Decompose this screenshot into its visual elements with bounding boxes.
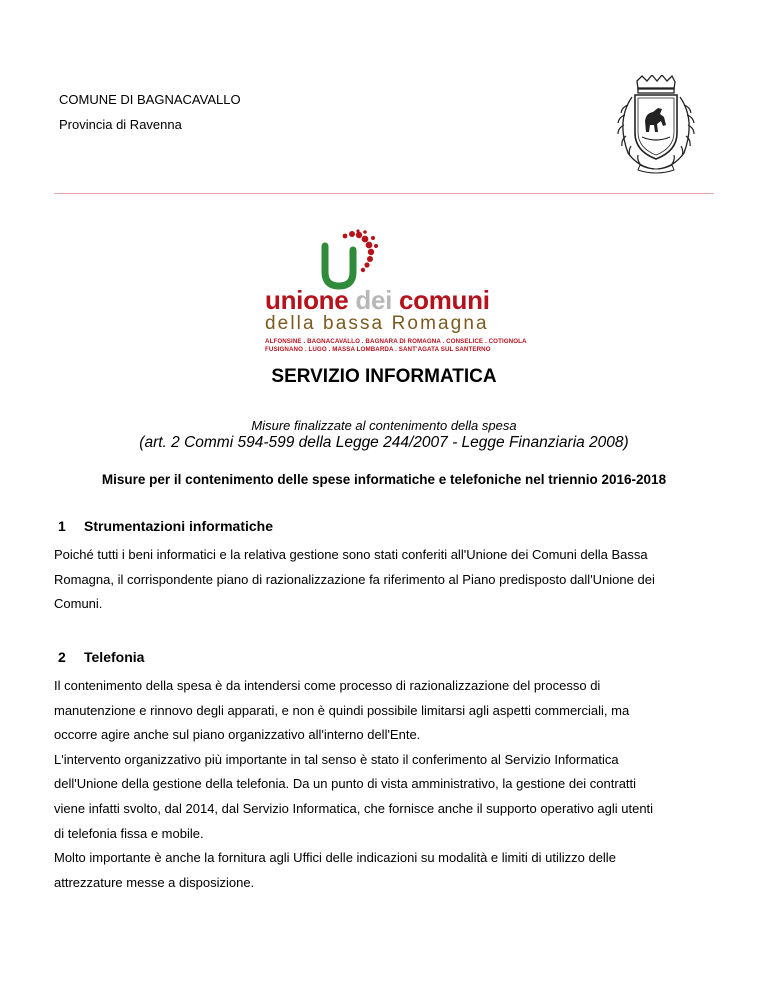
section-body bbox=[54, 674, 719, 895]
logo-wordmark bbox=[265, 285, 490, 315]
subtitle-legge: (art. 2 Commi 594-599 della Legge 244/2007 - Legge Finanziaria 2008) bbox=[139, 434, 629, 451]
logo-towns-line1: ALFONSINE . BAGNACAVALLO . BAGNARA DI ROMAGNA . CONSELICE . COTIGNOLA bbox=[265, 338, 527, 345]
unione-logo-mark-icon bbox=[315, 228, 385, 290]
body-line: attrezzature messe a disposizione. bbox=[54, 874, 255, 890]
logo-word-dei: dei bbox=[355, 285, 393, 315]
section-number: 1 bbox=[58, 518, 66, 534]
service-title: SERVIZIO INFORMATICA bbox=[271, 366, 497, 387]
body-line: dell'Unione della gestione della telefonia. Da un punto di vista amministrativo, la gestione dei contratti bbox=[54, 776, 637, 792]
header-divider bbox=[54, 193, 714, 194]
logo-word-unione: unione bbox=[265, 285, 349, 315]
logo-subtitle: della bassa Romagna bbox=[265, 313, 489, 334]
provincia-name: Provincia di Ravenna bbox=[59, 117, 182, 132]
body-line: Molto importante è anche la fornitura agli Uffici delle indicazioni su modalità e limiti di utilizzo delle bbox=[54, 850, 616, 866]
body-line: L'intervento organizzativo più importante in tal senso è stato il conferimento al Servizio Informatica bbox=[54, 751, 619, 767]
body-line: Il contenimento della spesa è da intendersi come processo di razionalizzazione del processo di bbox=[54, 678, 601, 693]
section-title: Strumentazioni informatiche bbox=[84, 518, 274, 534]
subtitle-misure: Misure finalizzate al contenimento della spesa bbox=[251, 418, 517, 433]
body-line: di telefonia fissa e mobile. bbox=[54, 825, 204, 841]
body-line: viene infatti svolto, dal 2014, dal Servizio Informatica, che fornisce anche il supporto operativo agli utenti bbox=[54, 800, 654, 816]
municipal-crest-icon bbox=[608, 75, 702, 175]
main-heading: Misure per il contenimento delle spese informatiche e telefoniche nel triennio 2016-2018 bbox=[101, 472, 667, 487]
body-line: Poiché tutti i beni informatici e la relativa gestione sono stati conferiti all'Unione dei Comuni della Bassa bbox=[54, 547, 648, 562]
body-line: Comuni. bbox=[54, 596, 103, 612]
logo-word-comuni: comuni bbox=[398, 285, 490, 315]
body-line: occorre agire anche sul piano organizzativo all'interno dell'Ente. bbox=[54, 727, 421, 743]
section-number: 2 bbox=[58, 649, 66, 665]
section-title: Telefonia bbox=[84, 649, 145, 665]
logo-towns-line2: FUSIGNANO . LUGO . MASSA LOMBARDA . SANT'AGATA SUL SANTERNO bbox=[265, 346, 491, 353]
comune-name: COMUNE DI BAGNACAVALLO bbox=[59, 92, 241, 107]
body-line: manutenzione e rinnovo degli apparati, e non è quindi possibile limitarsi agli aspetti commerciali, ma bbox=[54, 702, 630, 718]
body-line: Romagna, il corrispondente piano di razionalizzazione fa riferimento al Piano predisposto dall'Unione dei bbox=[54, 571, 655, 587]
section-body bbox=[54, 543, 719, 617]
